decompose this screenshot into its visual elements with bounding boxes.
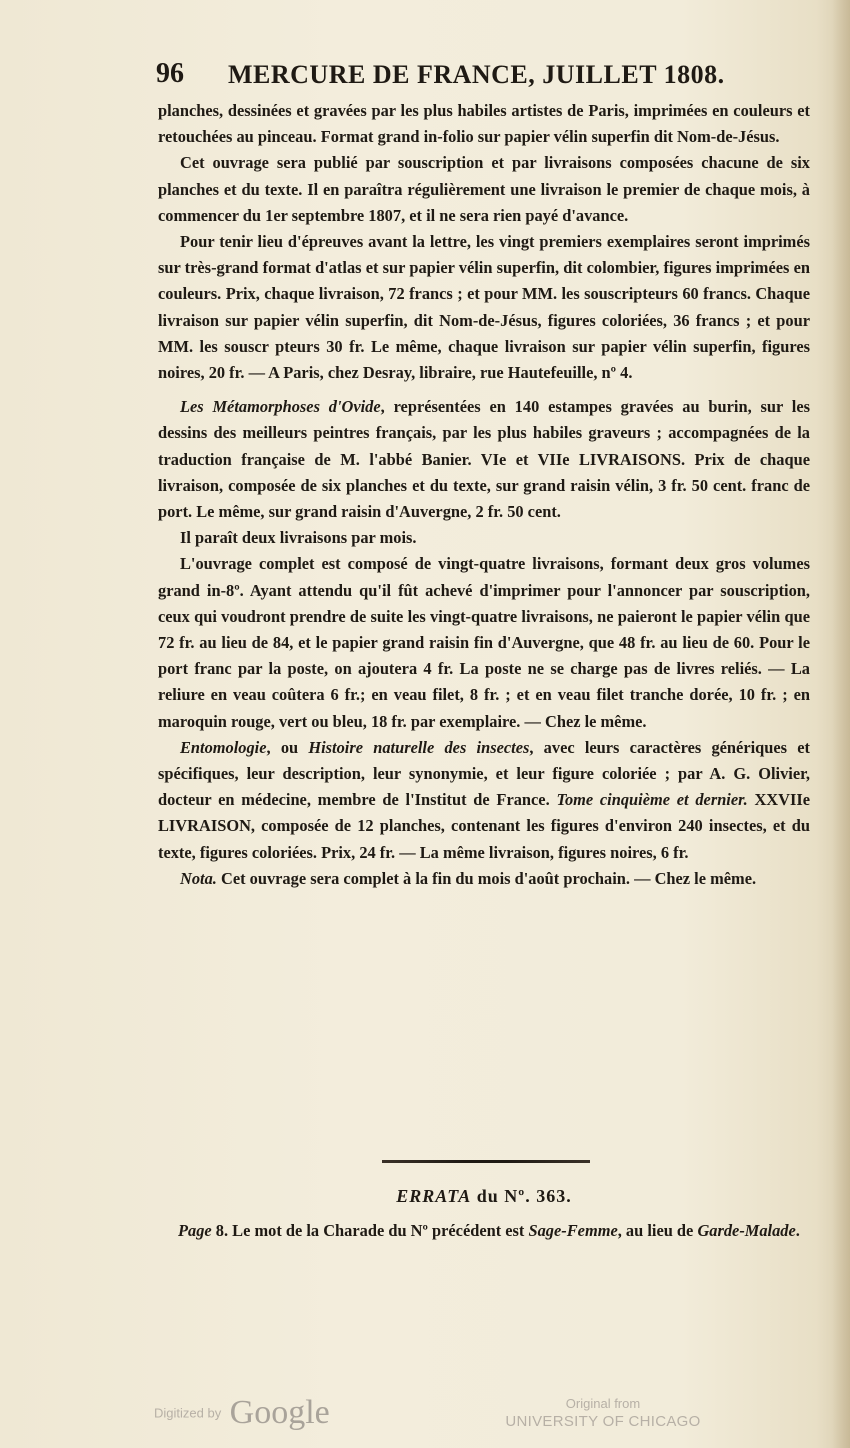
errata-heading: ERRATA du Nº. 363. [396,1186,572,1206]
paragraph-ouvrage-complet: L'ouvrage complet est composé de vingt-quatre livraisons, formant deux gros volumes grand in-8º. Ayant attendu qu'il fût achevé d'imprimer pour l'annoncer par souscription, ceux qui voudront prendre de suite les vingt-quatre livraisons, ne paieront le papier vélin que 72 fr. au lieu de 84, et le papier grand raisin fin d'Auvergne, que 48 fr. au lieu de 60. Pour le port franc par la poste, on ajoutera 4 fr. La poste ne se charge pas de livres reliés. — La reliure en veau coûtera 6 fr.; en veau filet, 8 fr. ; et en veau filet tranche dorée, 10 fr. ; en maroquin rouge, vert ou bleu, 18 fr. par exemplaire. — Chez le même. [158,554,810,731]
digitized-by-text: Digitized by [154,1405,222,1421]
page-number: 96 [156,58,184,89]
digitized-watermark [154,1394,330,1434]
errata-body [158,1218,818,1244]
errata-page-label: Page [178,1221,212,1240]
paragraph-3: Pour tenir lieu d'épreuves avant la lettre, les vingt premiers exemplaires seront imprimés sur très-grand format d'atlas et sur papier vélin superfin, dit colombier, figures imprimées en couleurs. Prix, chaque livraison, 72 francs ; et pour MM. les souscripteurs 60 francs. Chaque livraison sur papier vélin superfin, dit Nom-de-Jésus, figures coloriées, 36 francs ; et pour MM. les souscr pteurs 30 fr. Le même, chaque livraison sur papier vélin superfin, figures noires, 20 fr. — A Paris, chez Desray, libraire, rue Hautefeuille, nº 4. [158,232,810,383]
ovide-title: Les Métamorphoses d'Ovide [180,397,381,417]
errata-entry: Page 8. Le mot de la Charade du Nº précédent est Sage-Femme, au lieu de Garde-Malade. [178,1221,800,1240]
page-header [150,58,750,94]
paragraph-ovide: Les Métamorphoses d'Ovide, représentées en 140 estampes gravées au burin, sur les dessins des meilleurs peintres français, par les plus habiles graveurs ; accompagnées de la traduction française de M. l'abbé Banier. VIe et VIIe LIVRAISONS. Prix de chaque livraison, composée de six planches et du texte, sur grand raisin vélin, 3 fr. 50 cent. franc de port. Le même, sur grand raisin d'Auvergne, 2 fr. 50 cent. [158,397,810,522]
running-title: MERCURE DE FRANCE, JUILLET 1808. [228,60,725,89]
paragraph-1: planches, dessinées et gravées par les plus habiles artistes de Paris, imprimées en couleurs et retouchées au pinceau. Format grand in-folio sur papier vélin superfin dit Nom-de-Jésus. [158,101,810,147]
entomologie-title: Entomologie [180,737,267,757]
original-from-text: Original from [565,1396,641,1411]
tome-label: Tome cinquième et dernier. [556,790,748,810]
paragraph-nota: Nota. Cet ouvrage sera complet à la fin du mois d'août prochain. — Chez le même. [180,868,757,888]
paragraph-2: Cet ouvrage sera publié par souscription et par livraisons composées chacune de six planches et du texte. Il en paraîtra régulièrement une livraison le premier de chaque mois, à commencer du 1er septembre 1807, et il ne sera rien payé d'avance. [158,153,810,225]
page-edge-shadow [832,0,850,1448]
article-body [158,98,810,892]
google-logo: Google [229,1394,330,1431]
university-text: UNIVERSITY OF CHICAGO [505,1413,701,1430]
section-divider [382,1160,590,1163]
nota-label: Nota. [180,868,217,888]
source-watermark [498,1396,708,1432]
paragraph-frequency: Il paraît deux livraisons par mois. [180,528,417,548]
paragraph-entomologie: Entomologie, ou Histoire naturelle des insectes, avec leurs caractères génériques et spécifiques, leur description, leur synonymie, et leur figure coloriée ; par A. G. Olivier, docteur en médecine, membre de l'Institut de France. Tome cinquième et dernier. XXVIIe LIVRAISON, composée de 12 planches, contenant les figures d'environ 240 insectes, et du texte, figures coloriées. Prix, 24 fr. — La même livraison, figures noires, 6 fr. [158,737,811,862]
histoire-title: Histoire naturelle des insectes [308,737,530,757]
